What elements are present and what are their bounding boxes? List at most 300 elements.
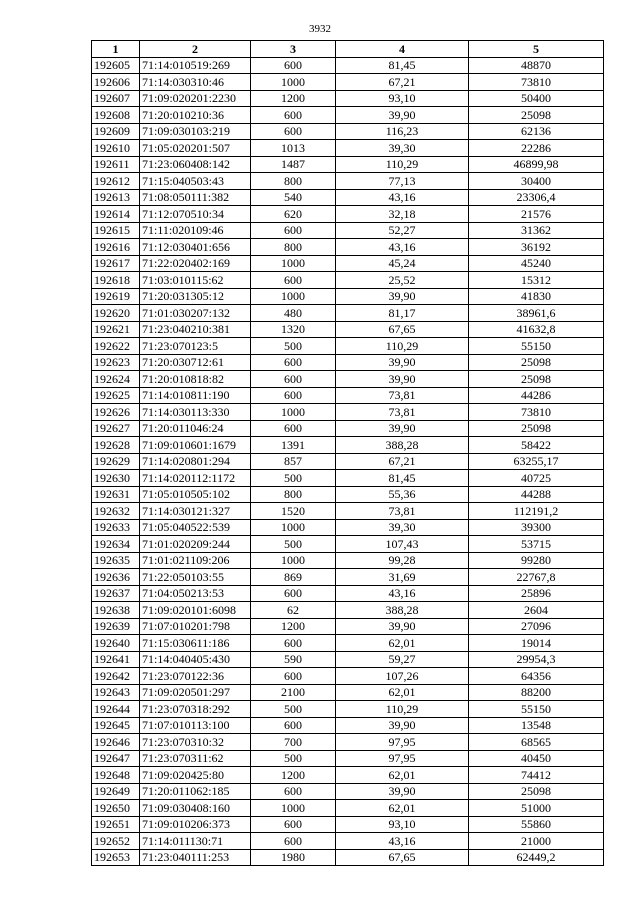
rate-cell: 93,10 [336,90,469,107]
rate-cell: 110,29 [336,156,469,173]
rate-cell: 39,90 [336,420,469,437]
value-cell: 73810 [469,404,604,421]
row-number-cell: 192638 [92,602,140,619]
rate-cell: 62,01 [336,684,469,701]
value-cell: 68565 [469,734,604,751]
row-number-cell: 192630 [92,470,140,487]
table-row [92,387,604,404]
rate-cell: 73,81 [336,503,469,520]
table-row [92,668,604,685]
area-cell: 1000 [251,800,336,817]
value-cell: 41830 [469,288,604,305]
cadastral-number-cell: 71:04:050213:53 [140,585,251,602]
rate-cell: 99,28 [336,552,469,569]
value-cell: 44288 [469,486,604,503]
table-row [92,354,604,371]
cadastral-number-cell: 71:05:020201:507 [140,140,251,157]
cadastral-number-cell: 71:12:070510:34 [140,206,251,223]
cadastral-number-cell: 71:09:030408:160 [140,800,251,817]
rate-cell: 81,45 [336,57,469,74]
area-cell: 1000 [251,74,336,91]
area-cell: 600 [251,420,336,437]
table-row [92,519,604,536]
row-number-cell: 192628 [92,437,140,454]
rate-cell: 39,90 [336,288,469,305]
rate-cell: 67,65 [336,321,469,338]
rate-cell: 39,90 [336,354,469,371]
value-cell: 21000 [469,833,604,850]
rate-cell: 67,21 [336,453,469,470]
table-row [92,57,604,74]
value-cell: 99280 [469,552,604,569]
row-number-cell: 192634 [92,536,140,553]
area-cell: 800 [251,173,336,190]
rate-cell: 67,21 [336,74,469,91]
rate-cell: 43,16 [336,239,469,256]
area-cell: 1000 [251,288,336,305]
cadastral-number-cell: 71:09:030103:219 [140,123,251,140]
rate-cell: 43,16 [336,833,469,850]
row-number-cell: 192618 [92,272,140,289]
value-cell: 30400 [469,173,604,190]
area-cell: 480 [251,305,336,322]
table-row [92,569,604,586]
table-row [92,222,604,239]
cadastral-number-cell: 71:14:020112:1172 [140,470,251,487]
rate-cell: 107,43 [336,536,469,553]
table-row [92,288,604,305]
rate-cell: 39,30 [336,519,469,536]
area-cell: 2100 [251,684,336,701]
row-number-cell: 192653 [92,849,140,866]
area-cell: 620 [251,206,336,223]
table-row [92,371,604,388]
table-row [92,684,604,701]
value-cell: 29954,3 [469,651,604,668]
rate-cell: 62,01 [336,767,469,784]
cadastral-number-cell: 71:22:050103:55 [140,569,251,586]
cadastral-number-cell: 71:20:011046:24 [140,420,251,437]
area-cell: 600 [251,668,336,685]
table-row [92,701,604,718]
row-number-cell: 192629 [92,453,140,470]
table-row [92,750,604,767]
row-number-cell: 192648 [92,767,140,784]
rate-cell: 32,18 [336,206,469,223]
row-number-cell: 192616 [92,239,140,256]
area-cell: 600 [251,717,336,734]
cadastral-number-cell: 71:14:030121:327 [140,503,251,520]
table-row [92,107,604,124]
table-row [92,206,604,223]
area-cell: 500 [251,470,336,487]
table-row [92,734,604,751]
row-number-cell: 192610 [92,140,140,157]
value-cell: 2604 [469,602,604,619]
row-number-cell: 192641 [92,651,140,668]
row-number-cell: 192644 [92,701,140,718]
row-number-cell: 192605 [92,57,140,74]
row-number-cell: 192627 [92,420,140,437]
cadastral-number-cell: 71:05:040522:539 [140,519,251,536]
rate-cell: 59,27 [336,651,469,668]
rate-cell: 77,13 [336,173,469,190]
rate-cell: 67,65 [336,849,469,866]
value-cell: 40725 [469,470,604,487]
area-cell: 600 [251,371,336,388]
cadastral-number-cell: 71:09:010206:373 [140,816,251,833]
area-cell: 1000 [251,552,336,569]
table-row [92,239,604,256]
value-cell: 22286 [469,140,604,157]
table-row [92,156,604,173]
row-number-cell: 192625 [92,387,140,404]
area-cell: 1000 [251,404,336,421]
rate-cell: 39,90 [336,618,469,635]
rate-cell: 116,23 [336,123,469,140]
cadastral-number-cell: 71:20:010210:36 [140,107,251,124]
row-number-cell: 192609 [92,123,140,140]
cadastral-number-cell: 71:23:070122:36 [140,668,251,685]
cadastral-value-table [91,40,604,866]
column-header-1: 1 [92,41,140,58]
table-row [92,189,604,206]
cadastral-number-cell: 71:23:040210:381 [140,321,251,338]
row-number-cell: 192645 [92,717,140,734]
table-row [92,800,604,817]
area-cell: 500 [251,750,336,767]
table-header-row [92,41,604,58]
row-number-cell: 192652 [92,833,140,850]
table-row [92,767,604,784]
rate-cell: 73,81 [336,404,469,421]
area-cell: 1200 [251,90,336,107]
value-cell: 13548 [469,717,604,734]
area-cell: 1980 [251,849,336,866]
value-cell: 58422 [469,437,604,454]
cadastral-number-cell: 71:15:040503:43 [140,173,251,190]
value-cell: 55150 [469,701,604,718]
table-row [92,849,604,866]
cadastral-number-cell: 71:01:021109:206 [140,552,251,569]
table-row [92,74,604,91]
table-row [92,173,604,190]
rate-cell: 31,69 [336,569,469,586]
area-cell: 1000 [251,255,336,272]
value-cell: 31362 [469,222,604,239]
area-cell: 1200 [251,618,336,635]
area-cell: 600 [251,783,336,800]
rate-cell: 107,26 [336,668,469,685]
rate-cell: 62,01 [336,800,469,817]
rate-cell: 73,81 [336,387,469,404]
area-cell: 600 [251,222,336,239]
value-cell: 46899,98 [469,156,604,173]
rate-cell: 45,24 [336,255,469,272]
area-cell: 1000 [251,519,336,536]
rate-cell: 39,90 [336,783,469,800]
value-cell: 53715 [469,536,604,553]
area-cell: 600 [251,107,336,124]
cadastral-number-cell: 71:14:030310:46 [140,74,251,91]
table-row [92,635,604,652]
cadastral-number-cell: 71:23:070311:62 [140,750,251,767]
area-cell: 1391 [251,437,336,454]
value-cell: 55860 [469,816,604,833]
table-row [92,470,604,487]
cadastral-number-cell: 71:22:020402:169 [140,255,251,272]
cadastral-number-cell: 71:07:010201:798 [140,618,251,635]
row-number-cell: 192646 [92,734,140,751]
cadastral-number-cell: 71:01:030207:132 [140,305,251,322]
cadastral-number-cell: 71:01:020209:244 [140,536,251,553]
area-cell: 1320 [251,321,336,338]
rate-cell: 110,29 [336,701,469,718]
row-number-cell: 192632 [92,503,140,520]
area-cell: 600 [251,123,336,140]
cadastral-number-cell: 71:08:050111:382 [140,189,251,206]
table-row [92,140,604,157]
area-cell: 800 [251,486,336,503]
column-header-4: 4 [336,41,469,58]
cadastral-number-cell: 71:09:020201:2230 [140,90,251,107]
area-cell: 600 [251,354,336,371]
table-row [92,90,604,107]
table-row [92,321,604,338]
row-number-cell: 192643 [92,684,140,701]
cadastral-number-cell: 71:23:070310:32 [140,734,251,751]
area-cell: 540 [251,189,336,206]
value-cell: 45240 [469,255,604,272]
cadastral-number-cell: 71:23:040111:253 [140,849,251,866]
row-number-cell: 192624 [92,371,140,388]
value-cell: 27096 [469,618,604,635]
value-cell: 44286 [469,387,604,404]
value-cell: 112191,2 [469,503,604,520]
area-cell: 1520 [251,503,336,520]
cadastral-number-cell: 71:09:010601:1679 [140,437,251,454]
area-cell: 857 [251,453,336,470]
table-row [92,651,604,668]
rate-cell: 62,01 [336,635,469,652]
page-number: 3932 [309,23,331,35]
table-row [92,437,604,454]
rate-cell: 97,95 [336,734,469,751]
cadastral-number-cell: 71:03:010115:62 [140,272,251,289]
value-cell: 25098 [469,371,604,388]
row-number-cell: 192640 [92,635,140,652]
cadastral-number-cell: 71:09:020501:297 [140,684,251,701]
rate-cell: 25,52 [336,272,469,289]
table-row [92,536,604,553]
table-row [92,420,604,437]
value-cell: 39300 [469,519,604,536]
rate-cell: 39,90 [336,107,469,124]
value-cell: 40450 [469,750,604,767]
cadastral-number-cell: 71:23:060408:142 [140,156,251,173]
value-cell: 15312 [469,272,604,289]
row-number-cell: 192642 [92,668,140,685]
value-cell: 25098 [469,420,604,437]
value-cell: 25098 [469,783,604,800]
cadastral-number-cell: 71:05:010505:102 [140,486,251,503]
table-row [92,305,604,322]
column-header-5: 5 [469,41,604,58]
area-cell: 869 [251,569,336,586]
cadastral-number-cell: 71:20:030712:61 [140,354,251,371]
rate-cell: 39,90 [336,717,469,734]
value-cell: 25098 [469,107,604,124]
row-number-cell: 192606 [92,74,140,91]
cadastral-number-cell: 71:20:010818:82 [140,371,251,388]
table-row [92,255,604,272]
column-header-2: 2 [140,41,251,58]
area-cell: 62 [251,602,336,619]
row-number-cell: 192650 [92,800,140,817]
cadastral-number-cell: 71:12:030401:656 [140,239,251,256]
rate-cell: 43,16 [336,585,469,602]
row-number-cell: 192639 [92,618,140,635]
value-cell: 48870 [469,57,604,74]
row-number-cell: 192637 [92,585,140,602]
row-number-cell: 192635 [92,552,140,569]
row-number-cell: 192607 [92,90,140,107]
value-cell: 23306,4 [469,189,604,206]
area-cell: 1487 [251,156,336,173]
area-cell: 600 [251,57,336,74]
row-number-cell: 192612 [92,173,140,190]
cadastral-number-cell: 71:20:031305:12 [140,288,251,305]
area-cell: 800 [251,239,336,256]
value-cell: 74412 [469,767,604,784]
cadastral-number-cell: 71:20:011062:185 [140,783,251,800]
value-cell: 22767,8 [469,569,604,586]
row-number-cell: 192621 [92,321,140,338]
table-row [92,552,604,569]
row-number-cell: 192614 [92,206,140,223]
row-number-cell: 192611 [92,156,140,173]
rate-cell: 110,29 [336,338,469,355]
area-cell: 1013 [251,140,336,157]
row-number-cell: 192622 [92,338,140,355]
row-number-cell: 192623 [92,354,140,371]
cadastral-number-cell: 71:07:010113:100 [140,717,251,734]
cadastral-number-cell: 71:09:020101:6098 [140,602,251,619]
table-row [92,453,604,470]
value-cell: 21576 [469,206,604,223]
value-cell: 73810 [469,74,604,91]
area-cell: 600 [251,272,336,289]
table-row [92,503,604,520]
table-row [92,833,604,850]
cadastral-number-cell: 71:14:030113:330 [140,404,251,421]
area-cell: 600 [251,387,336,404]
area-cell: 600 [251,585,336,602]
area-cell: 500 [251,536,336,553]
value-cell: 25098 [469,354,604,371]
table-row [92,816,604,833]
rate-cell: 388,28 [336,437,469,454]
table-row [92,338,604,355]
area-cell: 500 [251,701,336,718]
row-number-cell: 192631 [92,486,140,503]
table-row [92,585,604,602]
table-row [92,783,604,800]
row-number-cell: 192617 [92,255,140,272]
area-cell: 590 [251,651,336,668]
rate-cell: 39,90 [336,371,469,388]
table-row [92,602,604,619]
row-number-cell: 192651 [92,816,140,833]
table-row [92,272,604,289]
value-cell: 62136 [469,123,604,140]
cadastral-number-cell: 71:23:070318:292 [140,701,251,718]
row-number-cell: 192620 [92,305,140,322]
value-cell: 50400 [469,90,604,107]
cadastral-number-cell: 71:14:040405:430 [140,651,251,668]
value-cell: 88200 [469,684,604,701]
value-cell: 25896 [469,585,604,602]
row-number-cell: 192613 [92,189,140,206]
cadastral-number-cell: 71:15:030611:186 [140,635,251,652]
row-number-cell: 192615 [92,222,140,239]
table-body [92,57,604,866]
rate-cell: 55,36 [336,486,469,503]
rate-cell: 93,10 [336,816,469,833]
area-cell: 600 [251,635,336,652]
value-cell: 41632,8 [469,321,604,338]
table-row [92,717,604,734]
row-number-cell: 192608 [92,107,140,124]
row-number-cell: 192633 [92,519,140,536]
value-cell: 55150 [469,338,604,355]
table-row [92,404,604,421]
row-number-cell: 192636 [92,569,140,586]
rate-cell: 39,30 [336,140,469,157]
rate-cell: 81,17 [336,305,469,322]
cadastral-number-cell: 71:09:020425:80 [140,767,251,784]
value-cell: 36192 [469,239,604,256]
cadastral-number-cell: 71:14:010519:269 [140,57,251,74]
value-cell: 63255,17 [469,453,604,470]
value-cell: 62449,2 [469,849,604,866]
area-cell: 600 [251,833,336,850]
value-cell: 64356 [469,668,604,685]
table-row [92,618,604,635]
rate-cell: 81,45 [336,470,469,487]
table-row [92,486,604,503]
rate-cell: 52,27 [336,222,469,239]
row-number-cell: 192626 [92,404,140,421]
cadastral-number-cell: 71:14:020801:294 [140,453,251,470]
area-cell: 700 [251,734,336,751]
area-cell: 600 [251,816,336,833]
table-row [92,123,604,140]
row-number-cell: 192619 [92,288,140,305]
cadastral-number-cell: 71:23:070123:5 [140,338,251,355]
value-cell: 38961,6 [469,305,604,322]
row-number-cell: 192649 [92,783,140,800]
cadastral-number-cell: 71:14:011130:71 [140,833,251,850]
rate-cell: 43,16 [336,189,469,206]
rate-cell: 388,28 [336,602,469,619]
value-cell: 19014 [469,635,604,652]
row-number-cell: 192647 [92,750,140,767]
rate-cell: 97,95 [336,750,469,767]
area-cell: 500 [251,338,336,355]
area-cell: 1200 [251,767,336,784]
cadastral-number-cell: 71:14:010811:190 [140,387,251,404]
